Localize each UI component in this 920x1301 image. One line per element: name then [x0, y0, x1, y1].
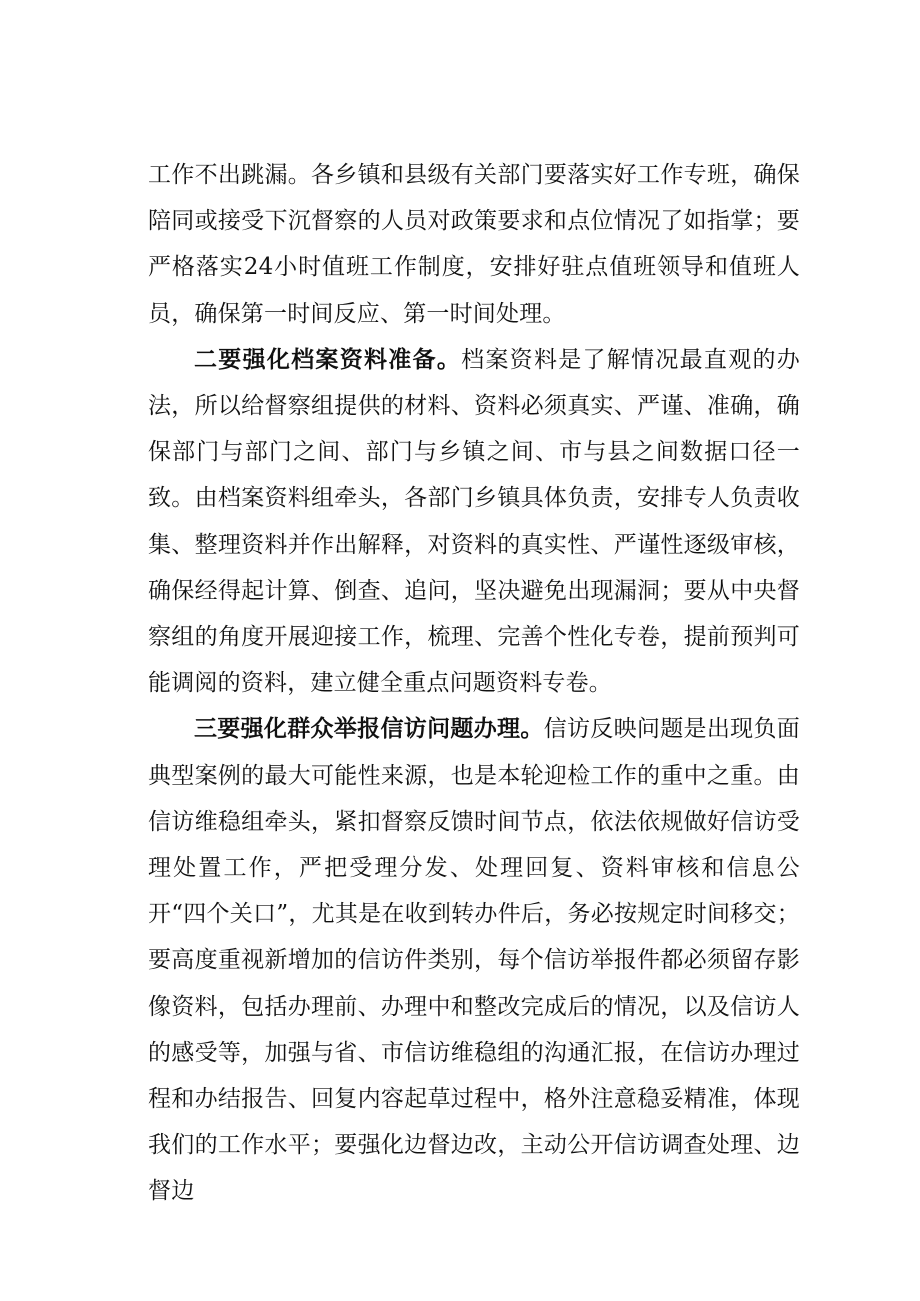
paragraph-text: 档案资料是了解情况最直观的办法，所以给督察组提供的材料、资料必须真实、严谨、准确，确保部门与部门之间、部门与乡镇之间、市与县之间数据口径一致。由档案资料组牵头，各部门乡镇具体负责，安排专人负责收集、整理资料并作出解释，对资料的真实性、严谨性逐级审核，确保经得起计算、倒查、追问，坚决避免出现漏洞；要从中央督察组的角度开展迎接工作，梳理、完善个性化专卷，提前预判可能调阅的资料，建立健全重点问题资料专卷。	[148, 346, 800, 697]
document-body	[148, 152, 800, 1215]
paragraph-text: 工作不出跳漏。各乡镇和县级有关部门要落实好工作专班，确保陪同或接受下沉督察的人员对政策要求和点位情况了如指掌；要严格落实24小时值班工作制度，安排好驻点值班领导和值班人员，确保第一时间反应、第一时间处理。	[148, 162, 800, 327]
paragraph-petition-handling	[148, 706, 800, 1214]
paragraph-archive-materials	[148, 337, 800, 707]
paragraph-text: 信访反映问题是出现负面典型案例的最大可能性来源，也是本轮迎检工作的重中之重。由信访维稳组牵头，紧扣督察反馈时间节点，依法依规做好信访受理处置工作，严把受理分发、处理回复、资料审核和信息公开“四个关口”，尤其是在收到转办件后，务必按规定时间移交；要高度重视新增加的信访件类别，每个信访举报件都必须留存影像资料，包括办理前、办理中和整改完成后的情况，以及信访人的感受等，加强与省、市信访维稳组的沟通汇报，在信访办理过程和办结报告、回复内容起草过程中，格外注意稳妥精准，体现我们的工作水平；要强化边督边改，主动公开信访调查处理、边督边	[148, 716, 801, 1205]
paragraph-continuation	[148, 152, 800, 337]
paragraph-heading: 二要强化档案资料准备。	[194, 345, 462, 373]
paragraph-heading: 三要强化群众举报信访问题办理。	[194, 715, 544, 743]
